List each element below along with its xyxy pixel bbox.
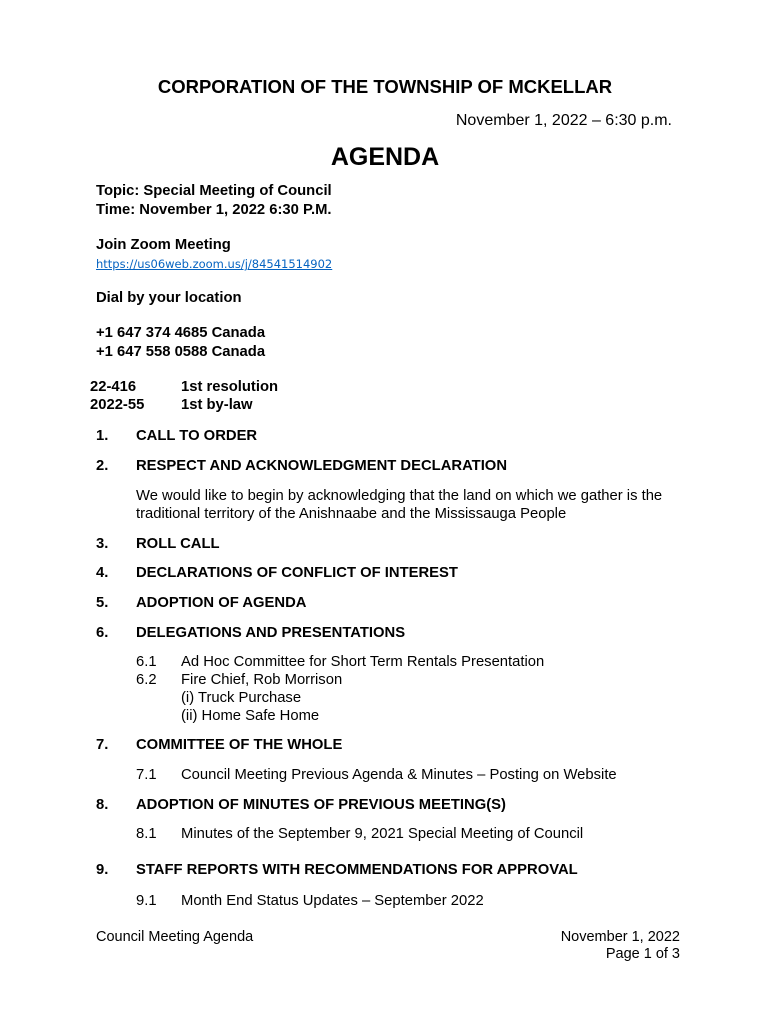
footer-page-info [561, 929, 680, 963]
item-number: 8.1 [136, 826, 157, 842]
item-text: Council Meeting Previous Agenda & Minutes – Posting on Website [181, 767, 617, 783]
dial-label: Dial by your location [96, 290, 242, 306]
phone-number: +1 647 558 0588 Canada [96, 344, 266, 360]
sub-item-text: (ii) Home Safe Home [181, 708, 320, 724]
section-number: 5. [96, 595, 109, 611]
resolution-label: 1st resolution [181, 379, 279, 395]
section-title-call-to-order: CALL TO ORDER [136, 428, 258, 444]
zoom-label: Join Zoom Meeting [96, 237, 231, 253]
bylaw-label: 1st by-law [181, 397, 253, 413]
section-title-conflict-of-interest: DECLARATIONS OF CONFLICT OF INTEREST [136, 565, 458, 581]
bylaw-number: 2022-55 [90, 397, 145, 413]
resolution-number: 22-416 [90, 379, 137, 395]
agenda-title: AGENDA [330, 143, 440, 171]
footer-date: November 1, 2022 [560, 929, 680, 945]
section-number: 3. [96, 536, 109, 552]
acknowledgment-text-line: We would like to begin by acknowledging that the land on which we gather is the [136, 488, 663, 504]
sub-item-text: (i) Truck Purchase [181, 690, 302, 706]
section-title-acknowledgment: RESPECT AND ACKNOWLEDGMENT DECLARATION [136, 458, 508, 474]
acknowledgment-text-line: traditional territory of the Anishnaabe and the Mississauga People [136, 506, 567, 522]
section-title-adoption-of-minutes: ADOPTION OF MINUTES OF PREVIOUS MEETING(S) [136, 797, 506, 813]
section-number: 1. [96, 428, 109, 444]
section-title-adoption-of-agenda: ADOPTION OF AGENDA [136, 595, 307, 611]
organization-title: CORPORATION OF THE TOWNSHIP OF MCKELLAR [157, 76, 613, 97]
section-number: 6. [96, 625, 109, 641]
item-number: 6.1 [136, 654, 157, 670]
section-title-committee-of-the-whole: COMMITTEE OF THE WHOLE [136, 737, 343, 753]
section-number: 7. [96, 737, 109, 753]
footer-page-number: Page 1 of 3 [605, 946, 680, 962]
item-text: Fire Chief, Rob Morrison [181, 672, 343, 688]
meeting-time: Time: November 1, 2022 6:30 P.M. [96, 202, 332, 218]
zoom-link[interactable]: https://us06web.zoom.us/j/84541514902 [96, 257, 333, 271]
item-text: Month End Status Updates – September 2022 [181, 893, 484, 909]
item-number: 9.1 [136, 893, 157, 909]
section-title-delegations: DELEGATIONS AND PRESENTATIONS [136, 625, 406, 641]
section-number: 8. [96, 797, 109, 813]
item-number: 6.2 [136, 672, 157, 688]
section-number: 2. [96, 458, 109, 474]
item-text: Ad Hoc Committee for Short Term Rentals Presentation [181, 654, 545, 670]
item-number: 7.1 [136, 767, 157, 783]
meeting-date-header: November 1, 2022 – 6:30 p.m. [455, 112, 672, 129]
section-number: 4. [96, 565, 109, 581]
section-title-staff-reports: STAFF REPORTS WITH RECOMMENDATIONS FOR APPROVAL [136, 862, 578, 878]
meeting-topic: Topic: Special Meeting of Council [96, 183, 332, 199]
item-text: Minutes of the September 9, 2021 Special Meeting of Council [181, 826, 584, 842]
section-title-roll-call: ROLL CALL [136, 536, 220, 552]
section-number: 9. [96, 862, 109, 878]
phone-number: +1 647 374 4685 Canada [96, 325, 266, 341]
footer-document-name: Council Meeting Agenda [96, 929, 254, 945]
